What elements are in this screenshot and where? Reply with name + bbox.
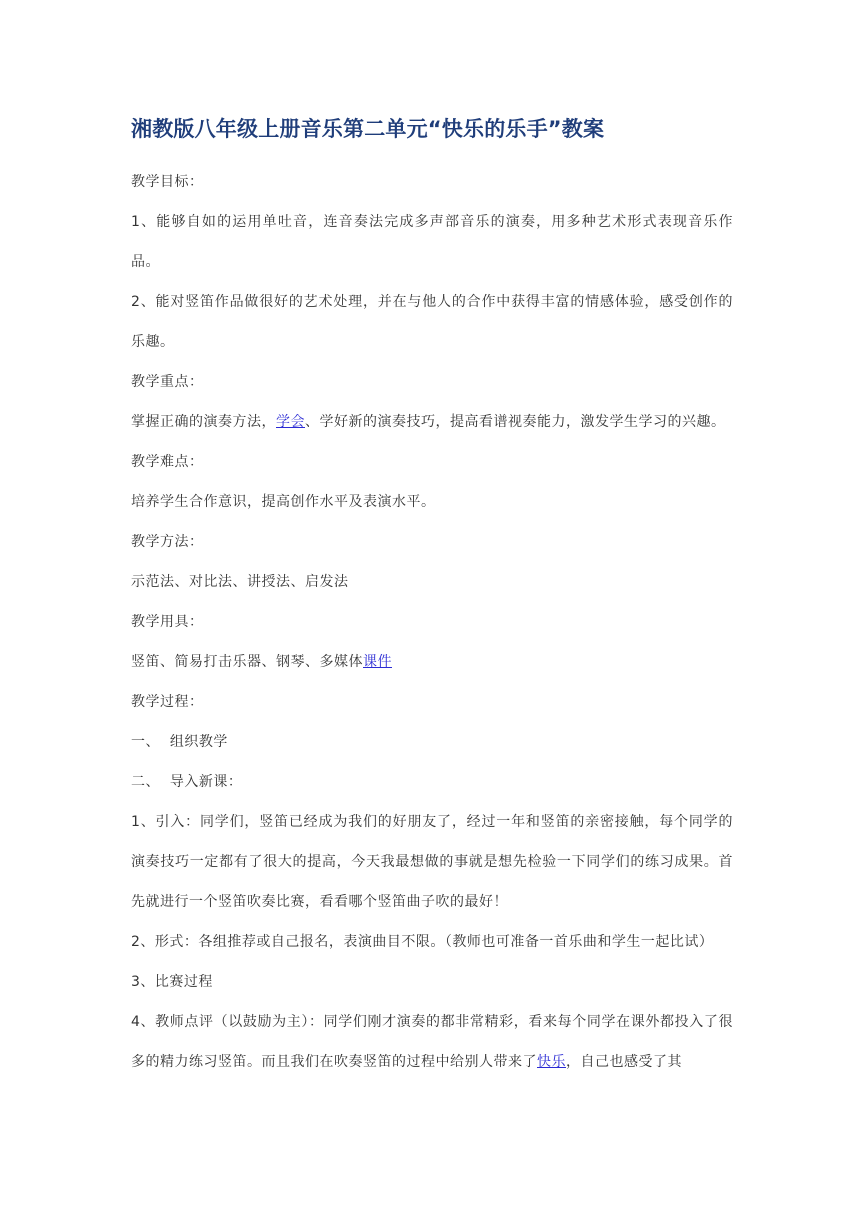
process-heading: 教学过程：	[131, 694, 204, 710]
happy-link[interactable]: 快乐	[537, 1054, 566, 1070]
tools-text-pre: 竖笛、简易打击乐器、钢琴、多媒体	[131, 654, 363, 670]
objective-1: 1、能够自如的运用单吐音，连音奏法完成多声部音乐的演奏，用多种艺术形式表现音乐作品。	[131, 214, 733, 270]
tools-text	[131, 642, 733, 682]
methods-text: 示范法、对比法、讲授法、启发法	[131, 574, 349, 590]
process-step-2: 二、 导入新课：	[131, 774, 243, 790]
process-item-4-pre: 4、教师点评（以鼓励为主）：同学们刚才演奏的都非常精彩，看来每个同学在课外都投入了很多的精力练习竖笛。而且我们在吹奏竖笛的过程中给别人带来了	[131, 1014, 733, 1070]
difficulty-text: 培养学生合作意识，提高创作水平及表演水平。	[131, 494, 436, 510]
process-item-1: 1、引入：同学们，竖笛已经成为我们的好朋友了，经过一年和竖笛的亲密接触，每个同学的演奏技巧一定都有了很大的提高，今天我最想做的事就是想先检验一下同学们的练习成果。首先就进行一个竖笛吹奏比赛，看看哪个竖笛曲子吹的最好！	[131, 814, 733, 910]
objectives-heading: 教学目标：	[131, 174, 204, 190]
keypoints-text	[131, 402, 733, 442]
objective-2: 2、能对竖笛作品做很好的艺术处理，并在与他人的合作中获得丰富的情感体验，感受创作的乐趣。	[131, 294, 733, 350]
learn-link[interactable]: 学会	[276, 414, 305, 430]
keypoints-heading: 教学重点：	[131, 374, 204, 390]
tools-heading: 教学用具：	[131, 614, 204, 630]
methods-heading: 教学方法：	[131, 534, 204, 550]
document-title: 湘教版八年级上册音乐第二单元“快乐的乐手”教案	[131, 117, 605, 141]
keypoints-text-pre: 掌握正确的演奏方法，	[131, 414, 276, 430]
process-item-2: 2、形式：各组推荐或自己报名，表演曲目不限。（教师也可准备一首乐曲和学生一起比试）	[131, 934, 714, 950]
document-page	[131, 112, 733, 1082]
process-item-4-post: ，自己也感受了其	[566, 1054, 682, 1070]
courseware-link[interactable]: 课件	[363, 654, 392, 670]
difficulty-heading: 教学难点：	[131, 454, 204, 470]
keypoints-text-post: 、学好新的演奏技巧，提高看谱视奏能力，激发学生学习的兴趣。	[305, 414, 726, 430]
process-step-1: 一、 组织教学	[131, 734, 228, 750]
process-item-3: 3、比赛过程	[131, 974, 213, 990]
process-item-4	[131, 1002, 733, 1082]
